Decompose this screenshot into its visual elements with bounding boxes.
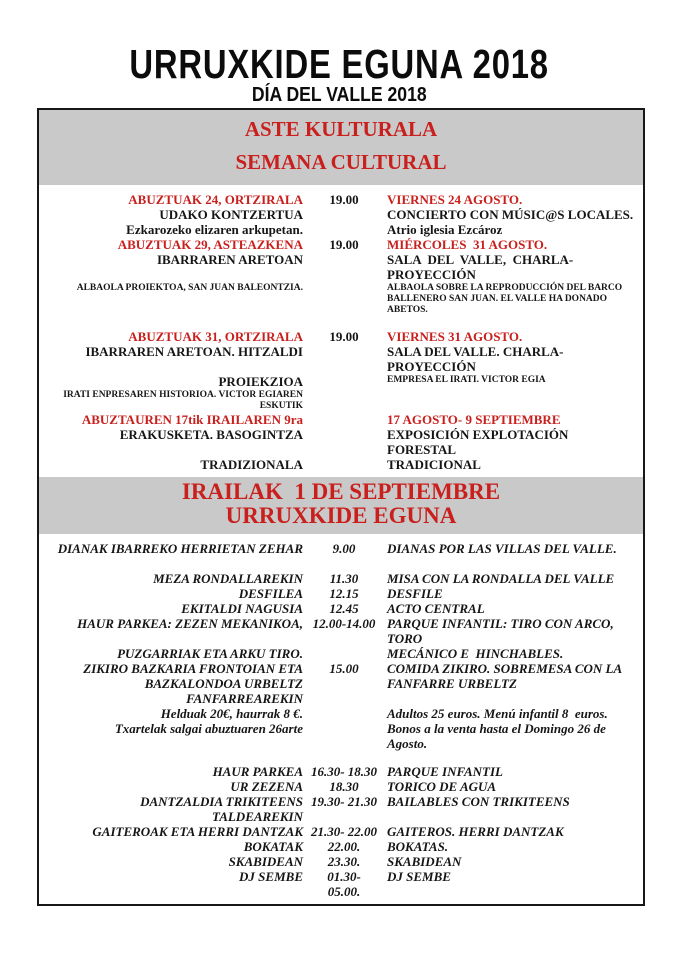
event-text-basque: HAUR PARKEA	[212, 764, 303, 779]
event-text-basque: ABUZTAUREN 17tik IRAILAREN 9ra	[81, 412, 303, 427]
event-text-spanish: 17 AGOSTO- 9 SEPTIEMBRE	[387, 412, 561, 427]
event-text-spanish: Bonos a la venta hasta el Domingo 26 de	[387, 721, 606, 736]
event-text-spanish: SALA DEL VALLE. CHARLA-PROYECCIÓN	[387, 344, 564, 374]
event-text-spanish: Adultos 25 euros. Menú infantil 8 euros.	[387, 706, 608, 721]
event-time	[303, 207, 385, 222]
schedule-row	[39, 691, 643, 706]
schedule-row	[39, 222, 643, 237]
schedule-row	[39, 646, 643, 661]
schedule-row	[39, 344, 643, 374]
schedule-row	[39, 869, 643, 884]
event-time	[303, 736, 385, 751]
event-time	[303, 676, 385, 691]
event-group	[39, 192, 643, 316]
event-time	[303, 556, 385, 571]
poster-subtitle-text: DÍA DEL VALLE 2018	[252, 84, 427, 106]
event-text-basque: HAUR PARKEA: ZEZEN MEKANIKOA,	[77, 616, 303, 631]
schedule-row	[39, 457, 643, 472]
event-time: 05.00.	[327, 884, 361, 899]
event-text-spanish: SKABIDEAN	[387, 854, 462, 869]
event-time	[303, 721, 385, 736]
event-time	[303, 389, 385, 404]
event-text-basque	[39, 884, 303, 899]
banner-valley-day-date: IRAILAK 1 DE SEPTIEMBRE	[181, 479, 501, 504]
event-text-spanish: VIERNES 31 AGOSTO.	[387, 329, 523, 344]
schedule-row	[39, 601, 643, 616]
event-text-basque: Txartelak salgai abuztuaren 26arte	[114, 721, 303, 736]
event-text-basque: ERAKUSKETA. BASOGINTZA	[119, 427, 303, 442]
banner-valley-day	[39, 477, 643, 534]
event-time: 19.00	[329, 237, 359, 252]
schedule-row	[39, 282, 643, 316]
event-text-spanish: BOKATAS.	[387, 839, 449, 854]
banner-cultural-week-spanish: SEMANA CULTURAL	[235, 150, 447, 174]
event-time: 01.30-	[327, 869, 361, 884]
program-box	[37, 108, 645, 906]
schedule-row	[39, 541, 643, 556]
event-text-spanish: FANFARRE URBELTZ	[387, 676, 517, 691]
event-text-spanish: COMIDA ZIKIRO. SOBREMESA CON LA	[387, 661, 623, 676]
event-text-basque: UR ZEZENA	[230, 779, 303, 794]
banner-valley-day-name: URRUXKIDE EGUNA	[225, 503, 457, 528]
event-time: 15.00	[329, 661, 359, 676]
event-text-basque: IRATI ENPRESAREN HISTORIOA. VICTOR EGIAREN ESKUTIK	[63, 390, 306, 411]
event-time	[303, 427, 385, 442]
schedule-row	[39, 884, 643, 899]
banner-cultural-week	[39, 110, 643, 185]
schedule-row	[39, 427, 643, 457]
event-time	[303, 252, 385, 267]
event-group	[39, 764, 643, 899]
event-text-basque: EKITALDI NAGUSIA	[181, 601, 303, 616]
event-time: 19.00	[329, 192, 359, 207]
event-time: 18.30	[329, 779, 359, 794]
schedule-row	[39, 794, 643, 824]
schedule-row	[39, 374, 643, 389]
schedule-row	[39, 389, 643, 412]
schedule-row	[39, 237, 643, 252]
event-time	[303, 344, 385, 359]
event-text-spanish: ACTO CENTRAL	[387, 601, 485, 616]
schedule-row	[39, 706, 643, 721]
event-text-basque	[39, 556, 303, 571]
event-text-spanish: SALA DEL VALLE, CHARLA-PROYECCIÓN	[387, 252, 574, 282]
schedule-row	[39, 616, 643, 646]
event-text-basque: BAZKALONDOA URBELTZ	[144, 676, 303, 691]
event-text-basque: DANTZALDIA TRIKITEENS TALDEAREKIN	[140, 794, 307, 824]
event-text-basque	[39, 736, 303, 751]
schedule-cultural-week	[39, 185, 643, 477]
event-time	[303, 412, 385, 427]
schedule-row	[39, 721, 643, 736]
schedule-row	[39, 192, 643, 207]
event-time: 9.00	[332, 541, 356, 556]
event-time: 19.00	[329, 329, 359, 344]
event-time: 12.00-14.00	[312, 616, 376, 631]
banner-cultural-week-basque: ASTE KULTURALA	[244, 117, 438, 141]
schedule-row	[39, 839, 643, 854]
event-text-spanish	[385, 556, 643, 571]
event-time	[303, 457, 385, 472]
poster-title	[0, 41, 679, 87]
schedule-row	[39, 207, 643, 222]
event-text-spanish: GAITEROS. HERRI DANTZAK	[387, 824, 564, 839]
poster-subtitle	[0, 84, 679, 106]
event-text-spanish: PARQUE INFANTIL	[387, 764, 503, 779]
event-text-spanish: ALBAOLA SOBRE LA REPRODUCCIÓN DEL BARCO BALLENERO SAN JUAN. EL VALLE HA DONADO ABETOS.	[387, 283, 625, 315]
schedule-row	[39, 854, 643, 869]
event-text-basque: ALBAOLA PROIEKTOA, SAN JUAN BALEONTZIA.	[76, 283, 303, 293]
event-time	[303, 282, 385, 297]
event-text-spanish: DIANAS POR LAS VILLAS DEL VALLE.	[387, 541, 617, 556]
event-time: 22.00.	[327, 839, 361, 854]
event-text-basque: GAITEROAK ETA HERRI DANTZAK	[92, 824, 303, 839]
event-time: 12.15	[329, 586, 359, 601]
event-time: 12.45	[329, 601, 359, 616]
event-text-spanish: TORICO DE AGUA	[387, 779, 497, 794]
event-text-spanish: MISA CON LA RONDALLA DEL VALLE	[387, 571, 615, 586]
event-text-basque: IBARRAREN ARETOAN. HITZALDI	[85, 344, 303, 359]
event-text-spanish: PARQUE INFANTIL: TIRO CON ARCO, TORO	[387, 616, 617, 646]
schedule-row	[39, 824, 643, 839]
schedule-row	[39, 252, 643, 282]
poster-title-text: URRUXKIDE EGUNA 2018	[129, 41, 550, 87]
event-text-spanish: BAILABLES CON TRIKITEENS	[387, 794, 570, 809]
event-text-basque: SKABIDEAN	[228, 854, 303, 869]
event-text-spanish: Agosto.	[387, 736, 428, 751]
event-time	[303, 222, 385, 237]
event-text-basque: MEZA RONDALLAREKIN	[153, 571, 303, 586]
schedule-row	[39, 412, 643, 427]
event-text-spanish: DESFILE	[387, 586, 443, 601]
event-text-basque: DIANAK IBARREKO HERRIETAN ZEHAR	[57, 541, 303, 556]
event-text-basque: DJ SEMBE	[239, 869, 303, 884]
schedule-row	[39, 779, 643, 794]
event-text-spanish: EMPRESA EL IRATI. VICTOR EGIA	[387, 375, 546, 385]
event-text-spanish	[385, 389, 643, 404]
event-text-spanish: CONCIERTO CON MÚSIC@S LOCALES.	[387, 207, 634, 222]
event-time	[303, 706, 385, 721]
event-time: 19.30- 21.30	[310, 794, 378, 809]
event-text-basque: FANFARREAREKIN	[186, 691, 303, 706]
event-group	[39, 329, 643, 472]
event-text-basque: IBARRAREN ARETOAN	[156, 252, 303, 267]
event-text-spanish: MIÉRCOLES 31 AGOSTO.	[387, 237, 548, 252]
event-text-basque: BOKATAK	[243, 839, 303, 854]
event-text-basque: PUZGARRIAK ETA ARKU TIRO.	[117, 646, 303, 661]
schedule-row	[39, 676, 643, 691]
schedule-valley-day	[39, 534, 643, 904]
event-text-basque: UDAKO KONTZERTUA	[159, 207, 303, 222]
schedule-row	[39, 556, 643, 571]
schedule-row	[39, 586, 643, 601]
event-time	[303, 374, 385, 389]
event-text-basque: ABUZTUAK 31, ORTZIRALA	[128, 329, 303, 344]
event-text-spanish: Atrio iglesia Ezcároz	[387, 222, 503, 237]
event-text-basque: Helduak 20€, haurrak 8 €.	[160, 706, 303, 721]
event-time	[303, 646, 385, 661]
schedule-row	[39, 661, 643, 676]
event-text-basque: ABUZTUAK 24, ORTZIRALA	[128, 192, 303, 207]
event-text-spanish	[385, 884, 643, 899]
poster-header	[0, 0, 679, 106]
event-text-spanish: EXPOSICIÓN EXPLOTACIÓN FORESTAL	[387, 427, 572, 457]
event-time: 16.30- 18.30	[310, 764, 378, 779]
event-text-basque: ABUZTUAK 29, ASTEAZKENA	[117, 237, 303, 252]
event-time	[303, 691, 385, 706]
event-text-spanish: DJ SEMBE	[387, 869, 451, 884]
event-time: 11.30	[329, 571, 359, 586]
schedule-row	[39, 571, 643, 586]
event-text-basque: TRADIZIONALA	[200, 457, 303, 472]
schedule-row	[39, 764, 643, 779]
event-text-basque: DESFILEA	[238, 586, 303, 601]
event-time: 21.30- 22.00	[310, 824, 378, 839]
event-group	[39, 541, 643, 751]
event-text-spanish	[385, 691, 643, 706]
event-time: 23.30.	[327, 854, 361, 869]
schedule-row	[39, 329, 643, 344]
schedule-row	[39, 736, 643, 751]
event-text-spanish: TRADICIONAL	[387, 457, 481, 472]
event-text-basque: Ezkarozeko elizaren arkupetan.	[126, 222, 303, 237]
event-text-spanish: MECÁNICO E HINCHABLES.	[387, 646, 564, 661]
event-text-spanish: VIERNES 24 AGOSTO.	[387, 192, 523, 207]
event-text-basque: ZIKIRO BAZKARIA FRONTOIAN ETA	[83, 661, 303, 676]
event-text-basque: PROIEKZIOA	[218, 374, 303, 389]
